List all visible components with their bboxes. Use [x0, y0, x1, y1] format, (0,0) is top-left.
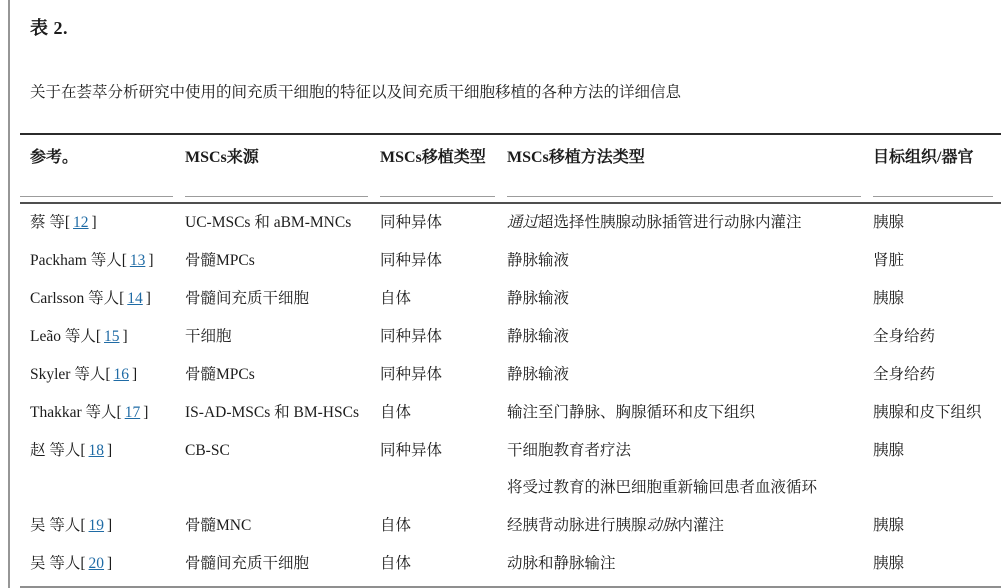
header-underline — [507, 196, 861, 197]
reference-author: Packham 等人[ — [30, 252, 127, 269]
transplant-method-cell — [507, 318, 873, 356]
method-line-2: 将受过教育的淋巴细胞重新输回患者血液循环 — [507, 479, 818, 496]
reference-cell — [20, 507, 185, 545]
reference-cell — [20, 242, 185, 280]
msc-source-cell: IS-AD-MSCs 和 BM-HSCs — [185, 404, 359, 421]
table-row — [20, 203, 1001, 242]
transplant-type-cell: 同种异体 — [380, 252, 443, 269]
header-msc-source: MSCs来源 — [185, 134, 380, 203]
reference-bracket: ] — [107, 442, 113, 459]
method-line: 通过超选择性胰腺动脉插管进行动脉内灌注 — [507, 214, 802, 231]
table-row — [20, 318, 1001, 356]
reference-bracket: ] — [145, 290, 151, 307]
transplant-method-cell — [507, 394, 873, 432]
table-header — [20, 134, 1001, 203]
target-organ-cell: 胰腺 — [873, 290, 905, 307]
table-row — [20, 280, 1001, 318]
transplant-method-cell — [507, 242, 873, 280]
transplant-type-cell: 同种异体 — [380, 328, 443, 345]
target-organ-cell: 全身给药 — [873, 328, 936, 345]
reference-author: 吴 等人[ — [30, 517, 86, 534]
reference-author: Thakkar 等人[ — [30, 404, 122, 421]
reference-author: 吴 等人[ — [30, 555, 86, 572]
reference-bracket: ] — [107, 555, 113, 572]
reference-link[interactable]: 13 — [129, 252, 146, 269]
target-organ-cell: 胰腺和皮下组织 — [873, 404, 982, 421]
table-row — [20, 356, 1001, 394]
transplant-type-cell: 同种异体 — [380, 442, 443, 459]
transplant-method-cell — [507, 432, 873, 507]
method-line: 静脉输液 — [507, 328, 570, 345]
header-underline — [380, 196, 495, 197]
method-line: 静脉输液 — [507, 366, 570, 383]
transplant-type-cell: 自体 — [380, 404, 412, 421]
target-organ-cell: 肾脏 — [873, 252, 905, 269]
header-reference: 参考。 — [20, 134, 185, 203]
method-line: 干细胞教育者疗法 — [507, 442, 632, 459]
transplant-method-cell — [507, 280, 873, 318]
reference-cell — [20, 280, 185, 318]
method-line: 动脉和静脉输注 — [507, 555, 616, 572]
method-line: 输注至门静脉、胸腺循环和皮下组织 — [507, 404, 756, 421]
msc-source-cell: 骨髓间充质干细胞 — [185, 290, 310, 307]
reference-cell — [20, 203, 185, 242]
reference-link[interactable]: 14 — [127, 290, 143, 307]
table-row — [20, 394, 1001, 432]
reference-link[interactable]: 20 — [88, 555, 105, 572]
transplant-type-cell: 自体 — [380, 555, 412, 572]
reference-link[interactable]: 12 — [73, 214, 89, 231]
transplant-type-cell: 自体 — [380, 517, 412, 534]
msc-source-cell: 骨髓MNC — [185, 517, 252, 534]
transplant-type-cell: 自体 — [380, 290, 412, 307]
transplant-method-cell — [507, 356, 873, 394]
transplant-type-cell: 同种异体 — [380, 214, 443, 231]
transplant-method-cell — [507, 203, 873, 242]
reference-link[interactable]: 16 — [113, 366, 130, 383]
header-underline — [20, 196, 173, 197]
transplant-method-cell — [507, 507, 873, 545]
reference-link[interactable]: 17 — [124, 404, 141, 421]
header-target-organ: 目标组织/器官 — [873, 134, 1001, 203]
reference-bracket: ] — [91, 214, 97, 231]
reference-cell — [20, 545, 185, 587]
reference-author: 赵 等人[ — [30, 442, 86, 459]
header-transplant-type: MSCs移植类型 — [380, 134, 507, 203]
method-line: 静脉输液 — [507, 290, 570, 307]
reference-cell — [20, 432, 185, 507]
target-organ-cell: 胰腺 — [873, 555, 905, 572]
reference-link[interactable]: 19 — [88, 517, 105, 534]
msc-source-cell: CB-SC — [185, 442, 230, 459]
reference-cell — [20, 318, 185, 356]
header-underline — [185, 196, 368, 197]
table-title: 表 2. — [30, 18, 68, 38]
target-organ-cell: 胰腺 — [873, 442, 905, 459]
target-organ-cell: 胰腺 — [873, 517, 905, 534]
reference-author: Carlsson 等人[ — [30, 290, 125, 307]
header-underline — [873, 196, 993, 197]
transplant-method-cell — [507, 545, 873, 587]
table-row — [20, 432, 1001, 507]
reference-cell — [20, 394, 185, 432]
msc-source-cell: 骨髓间充质干细胞 — [185, 555, 310, 572]
table-caption: 关于在荟萃分析研究中使用的间充质干细胞的特征以及间充质干细胞移植的各种方法的详细信息 — [30, 84, 682, 101]
reference-author: Leão 等人[ — [30, 328, 102, 345]
reference-author: 蔡 等[ — [30, 214, 71, 231]
article-table-section — [8, 0, 1001, 588]
table-row — [20, 545, 1001, 587]
reference-bracket: ] — [122, 328, 128, 345]
table-row — [20, 242, 1001, 280]
method-line: 经胰背动脉进行胰腺动脉内灌注 — [507, 517, 725, 534]
table-row — [20, 507, 1001, 545]
reference-author: Skyler 等人[ — [30, 366, 111, 383]
header-transplant-method: MSCs移植方法类型 — [507, 134, 873, 203]
msc-source-cell: 骨髓MPCs — [185, 252, 255, 269]
msc-source-cell: 干细胞 — [185, 328, 232, 345]
msc-characteristics-table — [20, 133, 1001, 588]
reference-bracket: ] — [148, 252, 154, 269]
reference-cell — [20, 356, 185, 394]
method-line: 静脉输液 — [507, 252, 570, 269]
reference-bracket: ] — [107, 517, 113, 534]
reference-link[interactable]: 18 — [88, 442, 105, 459]
reference-bracket: ] — [132, 366, 138, 383]
table-body — [20, 203, 1001, 587]
target-organ-cell: 胰腺 — [873, 214, 905, 231]
msc-source-cell: UC-MSCs 和 aBM-MNCs — [185, 214, 352, 231]
reference-link[interactable]: 15 — [104, 328, 120, 345]
msc-source-cell: 骨髓MPCs — [185, 366, 255, 383]
reference-bracket: ] — [143, 404, 149, 421]
target-organ-cell: 全身给药 — [873, 366, 936, 383]
transplant-type-cell: 同种异体 — [380, 366, 443, 383]
